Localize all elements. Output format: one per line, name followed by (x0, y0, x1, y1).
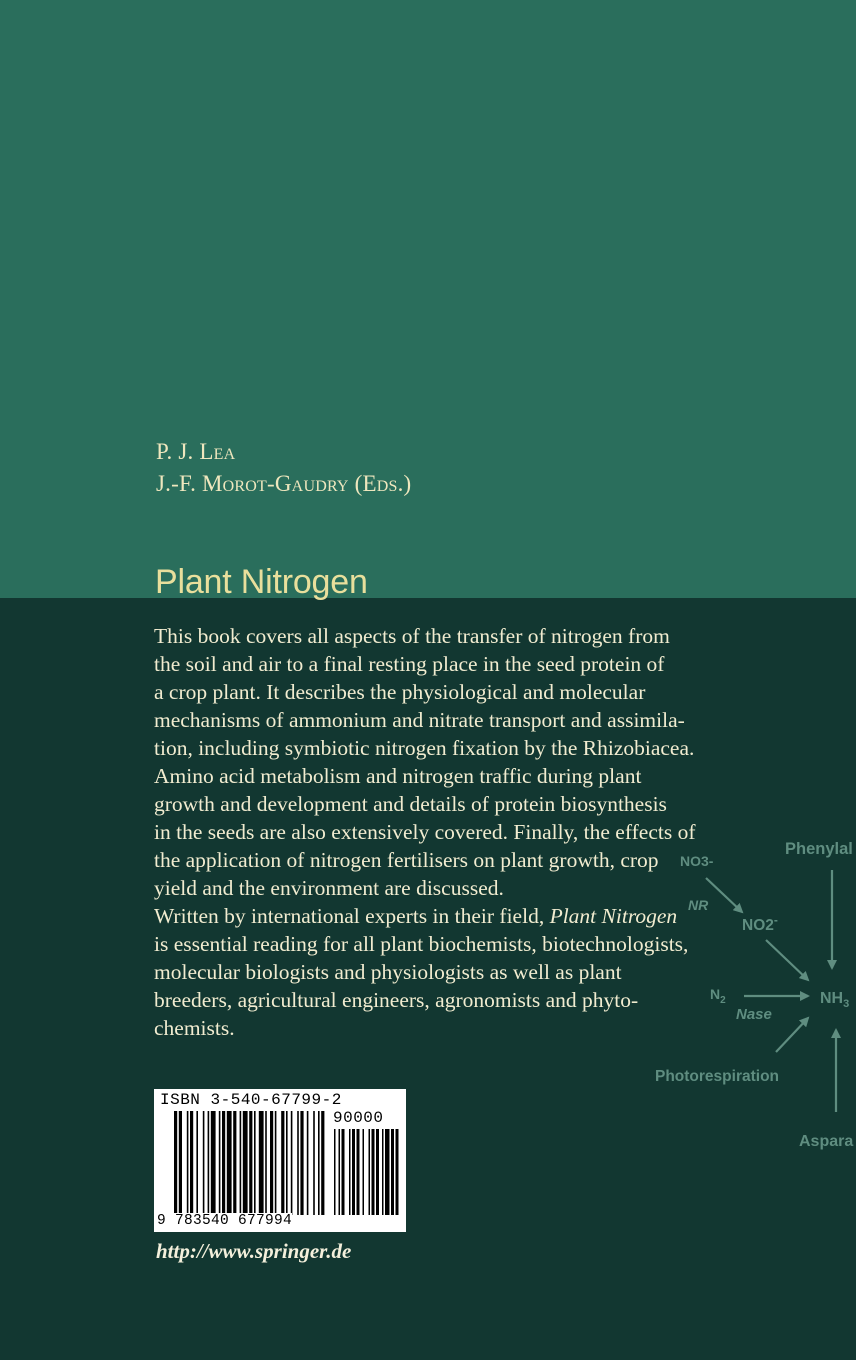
description-line: in the seeds are also extensively covered. Finally, the effects of (154, 820, 696, 844)
price-code: 90000 (333, 1109, 384, 1127)
description-line: Written by international experts in their field, Plant Nitrogen (154, 904, 678, 928)
isbn-barcode (154, 1089, 406, 1232)
description-line: This book covers all aspects of the transfer of nitrogen from (154, 624, 670, 648)
label-aspara: Aspara (799, 1133, 854, 1150)
label-nr: NR (688, 897, 709, 913)
description-line: the soil and air to a final resting place in the seed protein of (154, 652, 665, 676)
title-italic: Plant Nitrogen (549, 904, 678, 928)
description-line: tion, including symbiotic nitrogen fixation by the Rhizobiacea. (154, 736, 695, 760)
description-line: molecular biologists and physiologists as well as plant (154, 960, 622, 984)
label-n2: $N_2$ (710, 986, 726, 1006)
description-line: is essential reading for all plant biochemists, biotechnologists, (154, 932, 689, 956)
publisher-url[interactable]: http://www.springer.de (156, 1239, 352, 1263)
cover-top-band (0, 0, 856, 598)
description-line: a crop plant. It describes the physiological and molecular (154, 680, 646, 704)
label-nase: Nase (736, 1006, 772, 1023)
label-no2: NO2- (742, 913, 778, 934)
book-description (154, 622, 794, 1042)
editors (156, 436, 411, 500)
description-line: Amino acid metabolism and nitrogen traffic during plant (154, 764, 642, 788)
description-line: growth and development and details of protein biosynthesis (154, 792, 667, 816)
ean-number: 9 783540 677994 (157, 1213, 293, 1229)
book-title: Plant Nitrogen (155, 563, 368, 601)
description-line: mechanisms of ammonium and nitrate transport and assimila- (154, 708, 685, 732)
description-line: yield and the environment are discussed. (154, 876, 504, 900)
label-nh3: $NH_3$ (820, 990, 850, 1010)
editor-name: P. J. Lea (156, 439, 236, 464)
editor-name: J.-F. Morot-Gaudry (Eds.) (156, 471, 412, 496)
description-line: the application of nitrogen fertilisers on plant growth, crop (154, 848, 659, 872)
label-photorespiration: Photorespiration (655, 1068, 780, 1085)
isbn-number: ISBN 3-540-67799-2 (160, 1091, 342, 1109)
description-line: chemists. (154, 1016, 235, 1040)
label-phenylal: Phenylal (785, 840, 853, 858)
label-no3: NO3- (680, 853, 714, 869)
description-line: breeders, agricultural engineers, agronomists and phyto- (154, 988, 639, 1012)
